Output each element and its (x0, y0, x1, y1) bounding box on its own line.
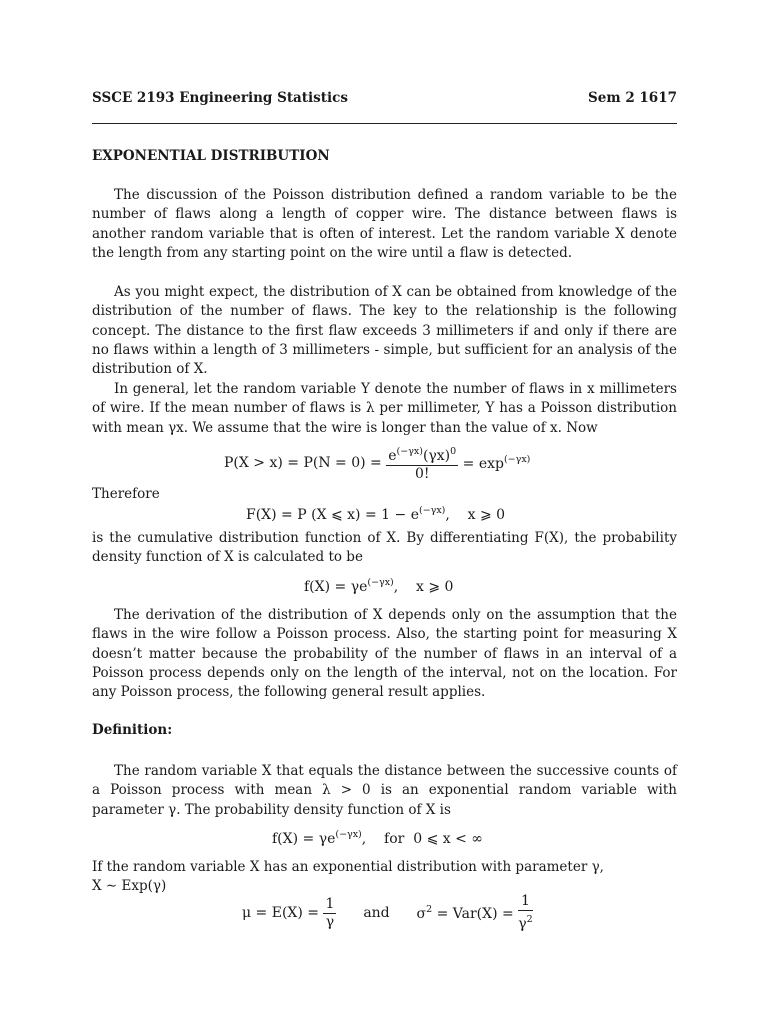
eq5-mean-denominator: γ (325, 913, 335, 930)
header-rule (92, 123, 677, 124)
eq1-rhs: = $\exp^{(-\gamma x)}$ (462, 454, 531, 472)
therefore-label: Therefore (92, 486, 160, 502)
paragraph-derivation: The derivation of the distribution of X depends only on the assumption that the flaws in the wire follow a Poisson process. Also, the starting point for measuring X doesn’t matter because the probability of the number of flaws in an interval of a Poisson process depends only on the length of the interval, not on the location. For any Poisson process, the following general result applies. (92, 607, 677, 701)
course-title: SSCE 2193 Engineering Statistics (92, 90, 348, 106)
equation-mean-variance (242, 893, 533, 933)
equation-definition-pdf (272, 829, 483, 847)
equation-cdf (246, 505, 505, 523)
equation-pdf (304, 577, 453, 595)
section-title: EXPONENTIAL DISTRIBUTION (92, 148, 330, 164)
semester-label: Sem 2 1617 (588, 90, 677, 106)
exponential-notation: X ∼ Exp(γ) (92, 878, 167, 894)
equation-survival (224, 443, 530, 483)
paragraph-relationship: As you might expect, the distribution of X can be obtained from knowledge of the distribution of the number of flaws. The key to the relationship is the following concept. The distance to the first flaw exceeds 3 millimeters if and only if there are no flaws within a length of 3 millimeters - simple, but sufficient for an analysis of the distribution of X. (92, 284, 677, 378)
eq5-variance-denominator: $\gamma^2$ (518, 914, 533, 932)
eq5-fraction-variance (518, 893, 532, 933)
eq1-denominator: 0! (414, 466, 430, 482)
paragraph-definition: The random variable X that equals the distance between the successive counts of a Poisson process with mean λ > 0 is an exponential random variable with parameter γ. The probability density function of X is (92, 763, 677, 818)
paragraph-general: In general, let the random variable Y denote the number of flaws in x millimeters of wire. If the mean number of flaws is λ per millimeter, Y has a Poisson distribution with mean γx. We assume that the wire is longer than the value of x. Now (92, 381, 677, 436)
eq5-lhs: μ = E(X) = (242, 905, 320, 921)
eq1-fraction (386, 443, 458, 483)
eq2-display: F(X) = P (X ⩽ $x) = 1 - e^{(-\gamma x)}$, x ⩾ 0 (246, 505, 506, 523)
eq1-numerator: $e^{(-\gamma x)}(\gamma x)^0$ (386, 443, 458, 466)
eq5-variance-lhs: $\sigma^2 = Var(X)$ = (416, 904, 514, 922)
eq1-lhs: P(X > x) = P(N = 0) = (224, 455, 382, 471)
eq5-mean-numerator: 1 (325, 895, 335, 912)
eq3-display: $f(X) = \gamma e^{(-\gamma x)}$, x ⩾ 0 (304, 577, 454, 595)
paragraph-intro: The discussion of the Poisson distribution defined a random variable to be the number of flaws along a length of copper wire. The distance between flaws is another random variable that is often of interest. Let the random variable X denote the length from any starting point on the wire until a flaw is detected. (92, 187, 677, 261)
eq4-display: $f(X) = \gamma e^{(-\gamma x)}$, for 0 ⩽ x < ∞ (272, 829, 483, 847)
eq5-and: and (363, 905, 390, 921)
paragraph-cdf: is the cumulative distribution function of X. By differentiating F(X), the probability density function of X is calculated to be (92, 530, 677, 566)
exponential-statement: If the random variable X has an exponential distribution with parameter γ, (92, 859, 604, 875)
definition-heading: Definition: (92, 722, 173, 738)
eq5-variance-numerator: 1 (518, 893, 532, 911)
eq5-fraction-mean (323, 896, 336, 931)
